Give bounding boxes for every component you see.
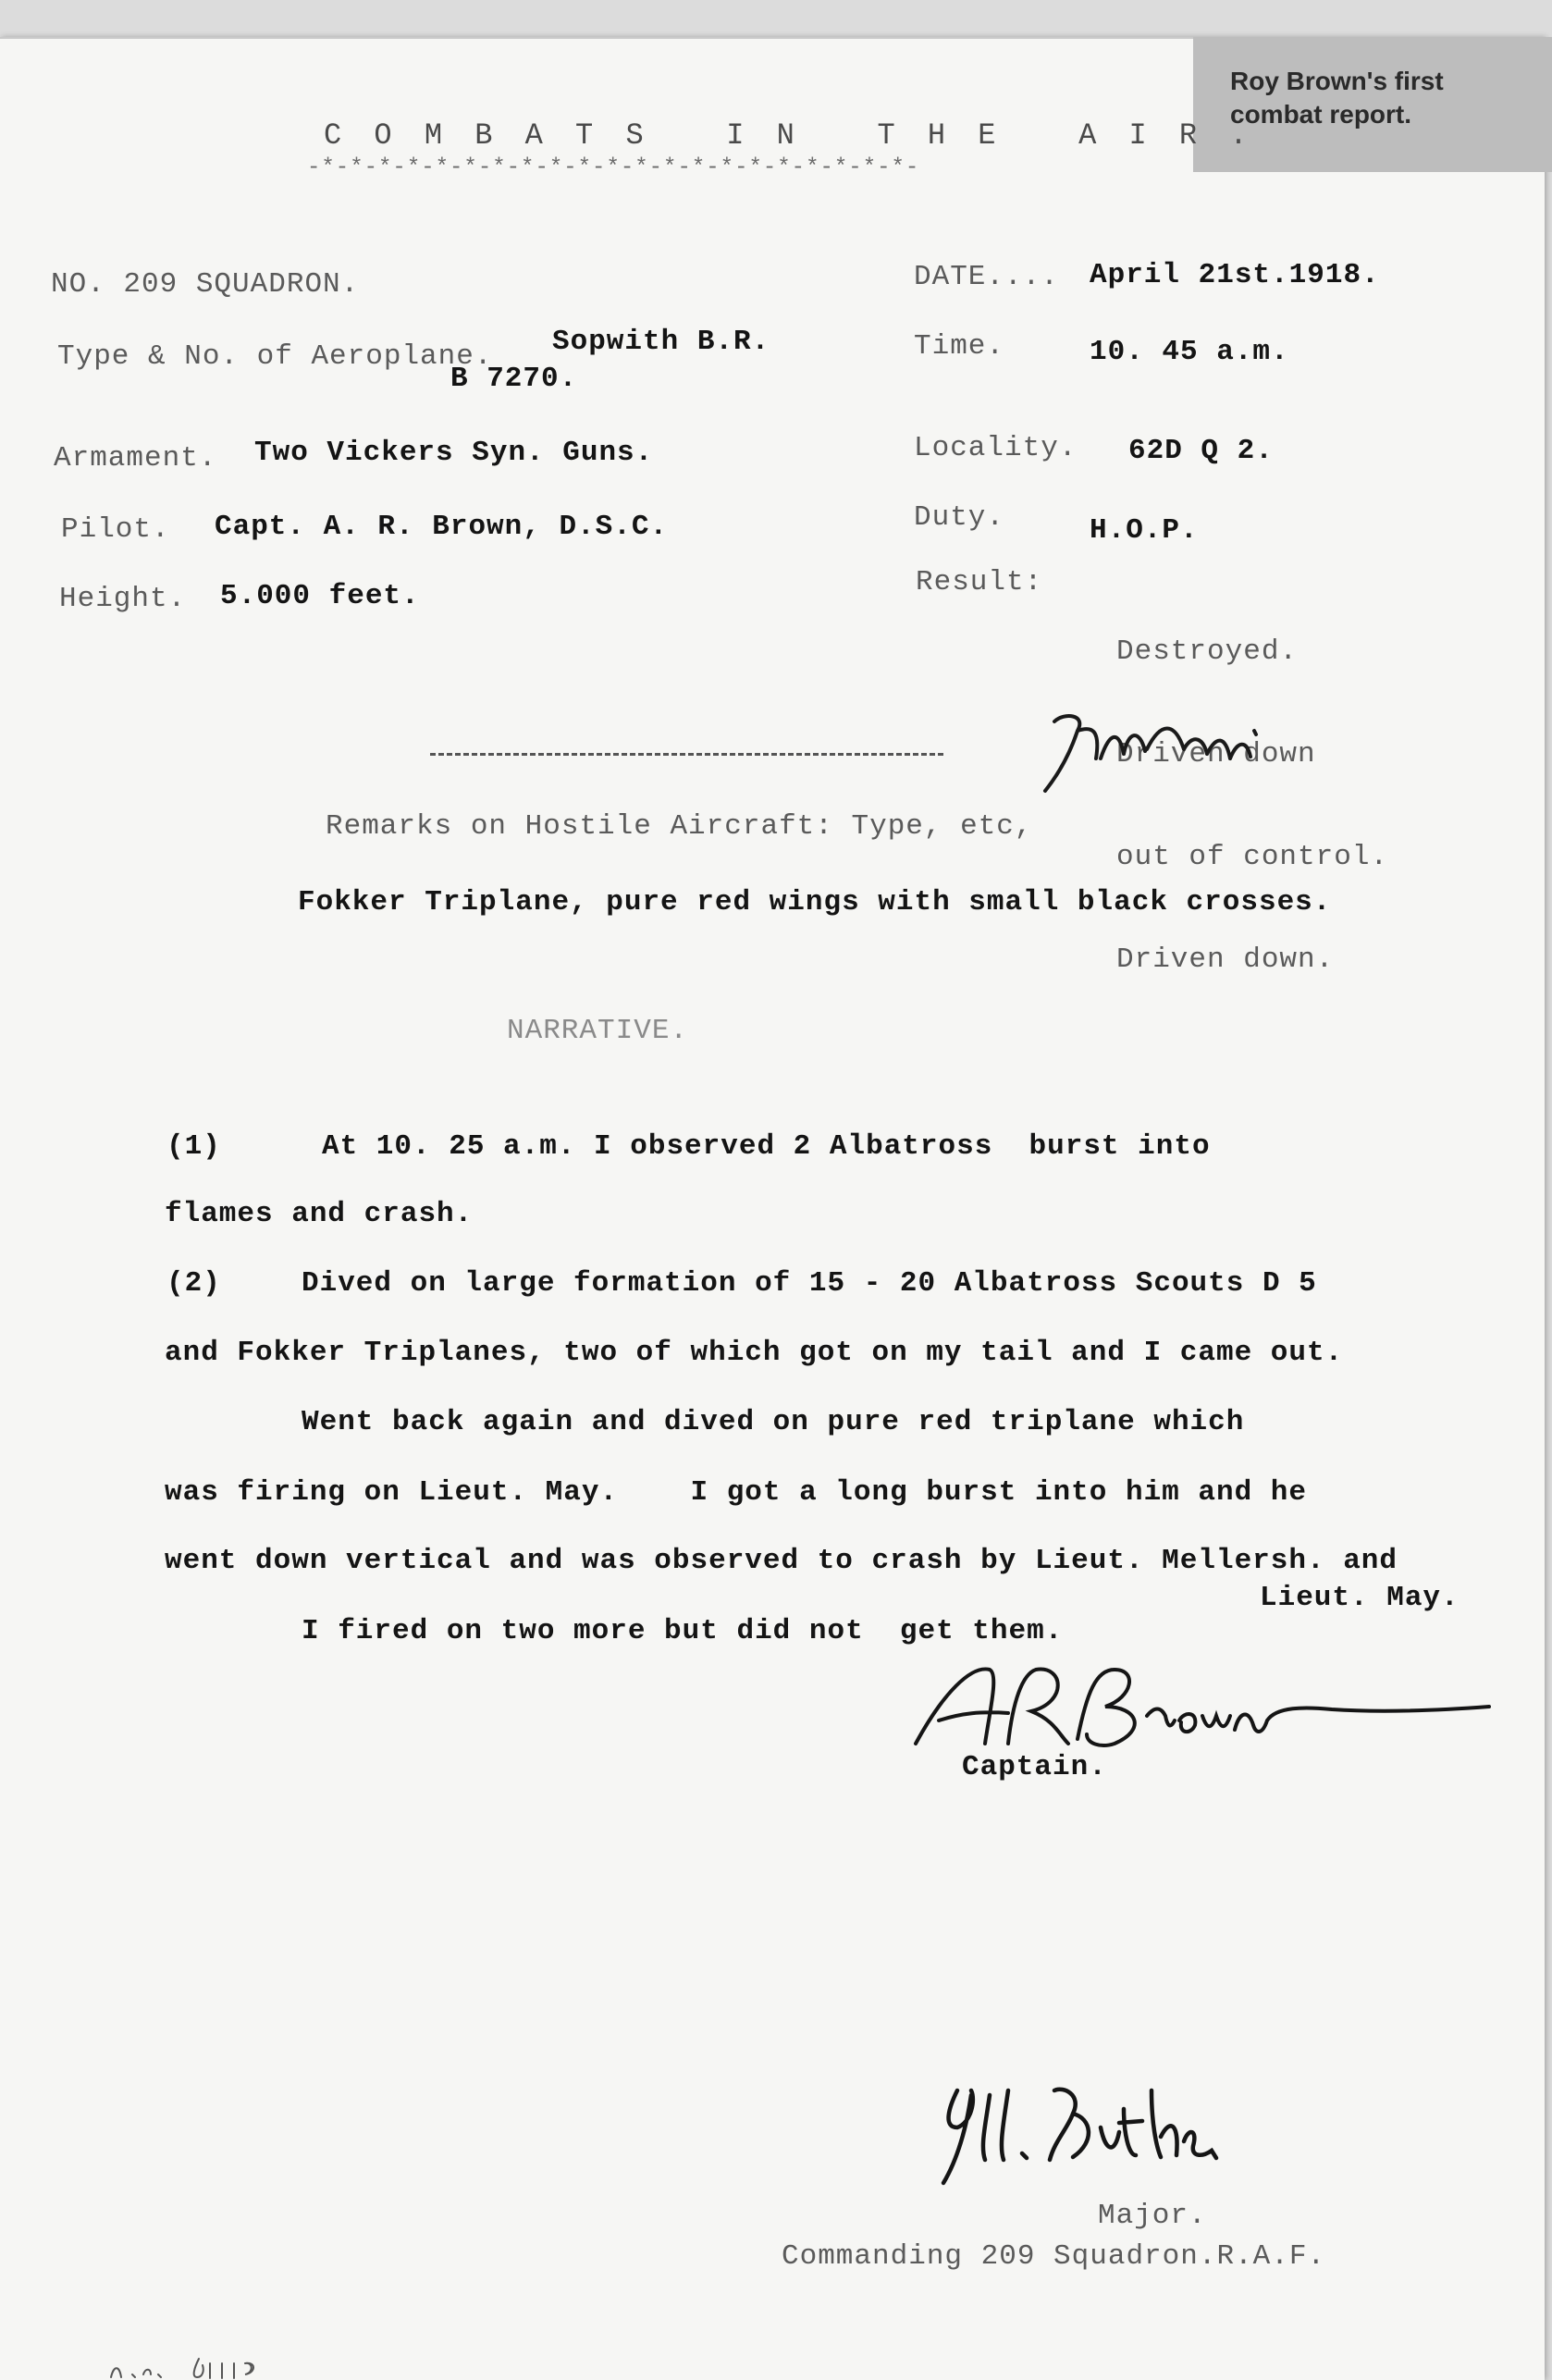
- result-line: out of control.: [1116, 841, 1389, 873]
- duty-value: H.O.P.: [1090, 514, 1199, 547]
- result-line: Driven down: [1116, 738, 1316, 771]
- remarks-text: Fokker Triplane, pure red wings with small black crosses.: [298, 886, 1332, 919]
- captain-signature: [906, 1656, 1508, 1757]
- remarks-label: Remarks on Hostile Aircraft: Type, etc,: [326, 810, 1033, 843]
- narrative-line: Lieut. May.: [1260, 1582, 1460, 1614]
- aeroplane-label: Type & No. of Aeroplane.: [57, 340, 493, 373]
- result-label: Result:: [916, 566, 1043, 598]
- time-value: 10. 45 a.m.: [1090, 336, 1289, 368]
- margin-note: [106, 2354, 338, 2380]
- narrative-line: I fired on two more but did not get them.: [302, 1615, 1064, 1647]
- armament-label: Armament.: [54, 442, 217, 475]
- separator-line: [430, 753, 943, 756]
- narrative-line: Dived on large formation of 15 - 20 Albatross Scouts D 5: [302, 1267, 1317, 1300]
- squadron-label: NO. 209 SQUADRON.: [51, 268, 360, 301]
- date-value: April 21st.1918.: [1090, 259, 1380, 291]
- date-label: DATE....: [914, 261, 1059, 293]
- narrative-line: flames and crash.: [165, 1198, 474, 1230]
- major-title: Major.: [1098, 2200, 1207, 2232]
- height-value: 5.000 feet.: [220, 580, 420, 612]
- narrative-line: and Fokker Triplanes, two of which got on my tail and I came out.: [165, 1337, 1344, 1369]
- height-label: Height.: [59, 583, 187, 615]
- captain-title: Captain.: [962, 1751, 1107, 1783]
- paragraph-number: (2): [166, 1267, 221, 1300]
- locality-label: Locality.: [914, 432, 1078, 464]
- result-line: Destroyed.: [1116, 635, 1299, 668]
- narrative-line: went down vertical and was observed to crash by Lieut. Mellersh. and: [165, 1545, 1398, 1577]
- aeroplane-value: Sopwith B.R.: [552, 326, 770, 358]
- narrative-line: Went back again and dived on pure red triplane which: [302, 1406, 1245, 1438]
- aeroplane-number: B 7270.: [450, 363, 578, 395]
- title-underline: -*-*-*-*-*-*-*-*-*-*-*-*-*-*-*-*-*-*-*-*-*-: [307, 155, 920, 180]
- time-label: Time.: [914, 330, 1005, 363]
- paragraph-number: (1): [166, 1130, 221, 1163]
- major-signature: [934, 2072, 1286, 2192]
- armament-value: Two Vickers Syn. Guns.: [254, 437, 654, 469]
- narrative-line: At 10. 25 a.m. I observed 2 Albatross burst into: [322, 1130, 1211, 1163]
- narrative-line: was firing on Lieut. May. I got a long burst into him and he: [165, 1476, 1307, 1509]
- major-command: Commanding 209 Squadron.R.A.F.: [782, 2240, 1326, 2273]
- result-line: Driven down.: [1116, 943, 1335, 976]
- duty-label: Duty.: [914, 501, 1005, 534]
- initials-signature: [1036, 703, 1295, 805]
- locality-value: 62D Q 2.: [1128, 435, 1274, 467]
- pilot-label: Pilot.: [61, 513, 170, 546]
- pilot-value: Capt. A. R. Brown, D.S.C.: [215, 511, 669, 543]
- report-title: C O M B A T S I N T H E A I R .: [324, 118, 1255, 153]
- caption-text: Roy Brown's first combat report.: [1230, 67, 1444, 129]
- narrative-heading: NARRATIVE.: [507, 1015, 689, 1047]
